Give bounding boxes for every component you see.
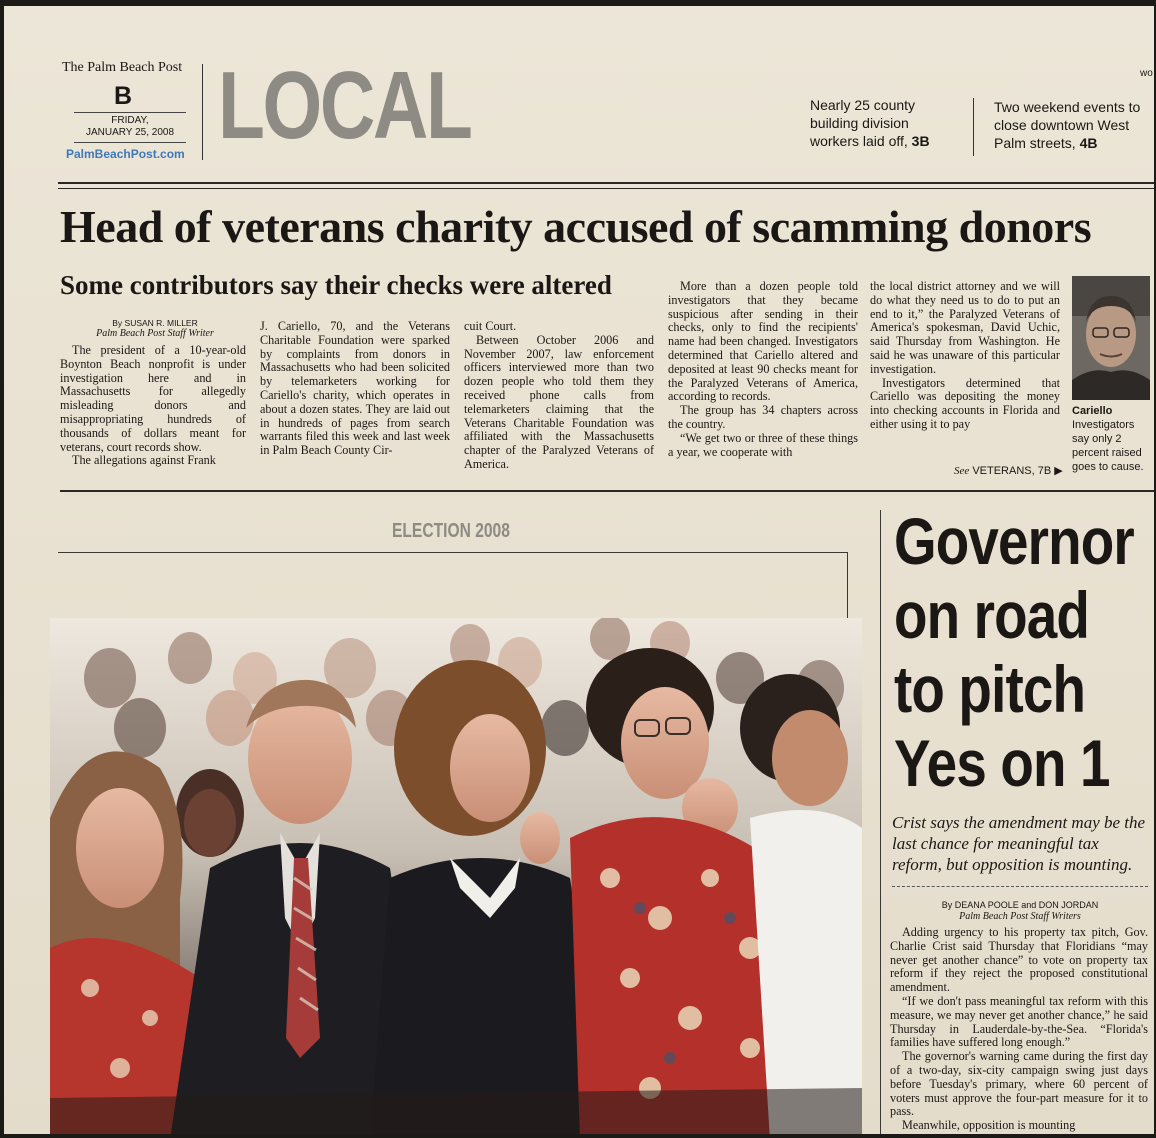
audience-photo-image	[50, 618, 862, 1134]
cut-off-edge-text: wo	[1140, 68, 1153, 79]
jump-see: See	[954, 465, 970, 477]
governor-headline-line: to pitch	[894, 652, 1086, 726]
flag-divider	[202, 64, 203, 160]
story-column-1	[60, 344, 246, 468]
story-paragraph: “If we don't pass meaningful tax reform with this measure, we may never get another chance,” he said Thursday in Lauderdale-by-the-Sea. “Florida's families have suffered long enough.”	[890, 993, 1148, 1050]
governor-deck: Crist says the amendment may be the last chance for meaningful tax reform, but opposition is mounting.	[892, 813, 1146, 874]
governor-byline-title: Palm Beach Post Staff Writers	[959, 911, 1081, 922]
story-paragraph: Adding urgency to his property tax pitch, Gov. Charlie Crist said Thursday that Floridians “may never get another chance” to vote on property tax reform if they reject the proposed constitutional amendment.	[890, 925, 1148, 995]
flag-rule-top	[74, 112, 186, 113]
newspaper-page	[4, 6, 1154, 1134]
teaser-street-closures-text: Two weekend events to close downtown West Palm streets,	[994, 99, 1141, 151]
teaser-street-closures-page: 4B	[1079, 135, 1098, 151]
edition-date	[82, 115, 178, 139]
headshot-caption-name: Cariello	[1072, 405, 1113, 417]
paper-name: The Palm Beach Post	[62, 60, 183, 75]
story-paragraph: Investigators determined that Cariello was depositing the money into checking accounts in Florida and either using it to pay	[870, 375, 1060, 431]
section-title: LOCAL	[218, 52, 471, 159]
story-paragraph: the local district attorney and we will do what they need us to do to put an end to it,” the Paralyzed Veterans of America's spokesman, David Uchic, said Thursday from Washington. He said he was unaware of this particular investigation.	[870, 279, 1060, 376]
main-byline-title: Palm Beach Post Staff Writer	[96, 328, 214, 339]
story-column-5	[870, 280, 1060, 432]
story-paragraph: Meanwhile, opposition is mounting	[902, 1118, 1076, 1133]
main-headline: Head of veterans charity accused of scamming donors	[60, 201, 1092, 252]
flag-rule-bottom	[74, 142, 186, 143]
teaser-layoffs[interactable]	[810, 96, 960, 150]
story-column-3	[464, 320, 654, 472]
story-paragraph: Between October 2006 and November 2007, law enforcement officers interviewed more than two dozen people who told them they received phone calls from telemarketers claiming that the Veterans Charitable Foundation was affiliated with the Massachusetts chapter of the Paralyzed Veterans of America.	[464, 332, 654, 471]
story-paragraph: The president of a 10-year-old Boynton Beach nonprofit is under investigation here and in Massachusetts for allegedly misleading donors and misappropriating hundreds of thousands of dollars meant for veterans, court records show.	[60, 343, 246, 454]
main-deck: Some contributors say their checks were altered	[60, 270, 612, 300]
story-paragraph: The governor's warning came during the first day of a two-day, six-city campaign swing just days before Tuesday's primary, where 60 percent of voters must approve the four-part measure for it to pass.	[890, 1049, 1148, 1119]
governor-story-body	[890, 926, 1148, 1133]
story-paragraph: The group has 34 chapters across the country.	[668, 403, 858, 431]
cariello-headshot	[1072, 276, 1150, 400]
jump-target: VETERANS, 7B	[972, 465, 1052, 477]
website-link[interactable]: PalmBeachPost.com	[66, 147, 185, 161]
governor-headline-line: Yes on 1	[894, 726, 1110, 800]
teaser-divider	[973, 98, 974, 156]
edition-date-text: JANUARY 25, 2008	[85, 127, 175, 138]
main-byline: By SUSAN R. MILLER	[112, 318, 198, 328]
headshot-caption-text: Investigators say only 2 percent raised goes to cause.	[1072, 419, 1144, 473]
story-paragraph: The allegations against Frank	[72, 453, 216, 468]
governor-headline-line: Governor	[894, 504, 1134, 578]
section-letter: B	[114, 82, 133, 110]
teaser-layoffs-page: 3B	[911, 133, 930, 149]
story-divider	[60, 490, 1154, 492]
masthead-rule-thin	[58, 188, 1154, 189]
masthead-rule-thick	[58, 182, 1154, 184]
story-paragraph: More than a dozen people told investigators that they became suspicious after sending in their checks, only to find the recipients' name had been changed. Investigators determined that Cariello altered and deposited at least 90 checks meant for the Paralyzed Veterans of America, according to records.	[668, 279, 858, 404]
teaser-street-closures[interactable]	[994, 98, 1154, 152]
column-rule	[880, 510, 881, 1134]
photo-kicker: ELECTION 2008	[392, 520, 510, 542]
audience-photo	[50, 618, 862, 1134]
headshot-caption	[1072, 404, 1154, 474]
story-paragraph: J. Cariello, 70, and the Veterans Charitable Foundation were sparked by complaints from donors in Massachusetts who had been solicited by telemarketers working for Cariello's charity, which operates in about a dozen states. They are laid out in hundreds of pages from search warrants filed this week and last week in Palm Beach County Cir-	[260, 319, 450, 458]
story-paragraph: “We get two or three of these things a year, we cooperate with	[668, 430, 858, 459]
edition-day: FRIDAY,	[111, 115, 149, 126]
governor-deck-rule	[892, 886, 1148, 887]
governor-headline	[894, 504, 1143, 800]
story-paragraph: cuit Court.	[464, 319, 517, 333]
jump-arrow-icon: ▶	[1054, 465, 1063, 477]
jump-line[interactable]	[954, 464, 1063, 477]
headshot-image	[1072, 276, 1150, 400]
teaser-layoffs-text: Nearly 25 county building division workers laid off,	[810, 97, 916, 149]
photo-frame-top	[58, 552, 848, 553]
governor-headline-line: on road	[894, 578, 1090, 652]
governor-byline: By DEANA POOLE and DON JORDAN	[941, 900, 1099, 910]
story-column-2	[260, 320, 450, 458]
story-column-4	[668, 280, 858, 459]
